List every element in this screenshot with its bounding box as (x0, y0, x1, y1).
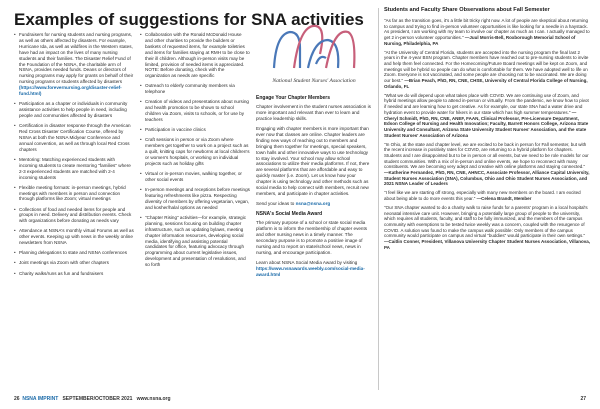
suggestion-text: Certification in disaster response through the American Red Cross Disaster Certification Course, offered by NSNA at both the NSNA Midyear Conference and annual convention, as well as through local Red Cross chapters (19, 123, 131, 152)
suggestions-column-1 (14, 32, 134, 281)
learn-more-line (256, 260, 372, 278)
suggestion-text: Participation as a chapter or individuals in community assistance activities to help people in need, including people and communities affected by disasters (19, 101, 128, 118)
quote-text: "As far as the transition goes, it's a little bit tricky right now. A lot of people are skeptical about returning to campus and trying to find in-person volunteer opportunities is like looking for a needle in a haystack. As president, I am working with my team to involve our chapter as much as I can. I actually managed to get 2 in-person volunteer opportunities." (384, 17, 590, 41)
send-ideas-email-link[interactable]: nsna@nsna.org (295, 201, 331, 207)
engage-paragraph: Engaging with chapter members is more important than ever now that classes are online. Chapter leaders are finding new ways of reaching out to members and bringing them together for meetings, special speakers, town halls and other innovative ways to use technology to stay involved. Your school may allow school associations to utilize their media platforms. If not, there are several platforms that are affordable and easy to quickly master (i.e. Zoom). Let us know how your chapter is using technology and other methods such as social media to help connect with members, recruit new members, and participate in chapter activities. (256, 126, 370, 196)
learn-more-prefix: Learn about NSNA Social Media Award by visiting (256, 259, 358, 265)
column-divider (378, 8, 379, 390)
suggestion-item (14, 271, 134, 277)
suggestion-item: • "Chapter Rising" activities—for example, strategic planning, sessions focusing on building chapter infrastructure, such as updating bylaws, meeting chapter information resources, developing social media, identifying and assisting potential candidates for office, featuring advocacy through programming about current legislative issues, development and presentation of resolutions, and so forth (140, 215, 250, 268)
suggestions-column-2 (140, 32, 250, 272)
suggestion-text: Collections of food and needed items for people and groups in need. Delivery and distribution events. Check with organizations before donating as needs vary (19, 206, 132, 224)
suggestion-item (14, 260, 134, 266)
quote-block (384, 190, 590, 201)
observations-heading: Students and Faculty Share Observations about Fall Semester (384, 7, 550, 13)
suggestion-text: Attendance at NSNA's monthly virtual Forums as well as other events. Keeping up with news in the weekly online newsletters from NSNA (19, 228, 134, 246)
quote-block (384, 18, 590, 47)
nsna-logo (256, 14, 372, 92)
quote-block (384, 142, 590, 188)
suggestion-text: Charity walks/runs as fun and fundraisers (19, 270, 104, 276)
quote-text: "Our SNA chapter wanted to do a charity walk to raise funds for a parents' program in a local hospital's neonatal intensive care unit. However, bringing a potentially large group of people to the university, which requires all students, faculty, and staff to be fully immunized, and the members of the campus community with exemptions to be tested twice weekly was a concern, coupled with the resurgence of COVID. A solution was found to make the campus walk possible: Only members of the campus community would participate on campus and virtual "buddies" would participate in their own settings." (384, 204, 588, 239)
suggestion-item (14, 32, 134, 97)
logo-org-name: National Student Nurses' Association (272, 78, 356, 84)
suggestion-item (14, 185, 134, 203)
quote-text: "What we do will depend upon what takes place with COVID. We are continuing use of Zoom, and hybrid meetings allow people to attend in-person or virtually. From the pandemic, we know how to pivot if needed and are learning how to get creative. As for example, our state SNA had a water drive and hydration event to provide water for hikers in our state which has high summer temperatures." (384, 92, 589, 115)
engage-column (256, 96, 372, 282)
quote-text: "In Ohio, at the state and chapter level, we are excited to be back in person for Fall semester, but with the recent increase in positivity rates for COVID, are returning to a hybrid platform for chapters. Students and I are disappointed but to be in person or all events, but we need to be role models for our student communities. With a mix of in-person and online events, we hope to reconnect with many constituents. We are becoming very adept and creative with online platforms and staying connected." (384, 141, 589, 170)
suggestion-item: • In-person meetings and receptions before meetings featuring refreshments like pizza. Respecting diversity of members by offering vegetarian, vegan, and kosher/halal options as needed (140, 187, 250, 211)
suggestion-item: • Creation of videos and presentations about nursing and health promotion to be shown to school children via Zoom, visits to schools, or for use by teachers (140, 99, 250, 123)
engage-heading: Engage Your Chapter Members (256, 95, 330, 101)
magazine-name: NSNA IMPRINT (22, 396, 59, 402)
quote-attribution: —Celena Brandt, Member (476, 196, 532, 202)
suggestion-item (14, 157, 134, 181)
send-ideas-line (256, 201, 372, 207)
suggestion-item: • Outreach to elderly community members via telephone (140, 83, 250, 95)
quote-attribution: —Katherine Fernandez, PhD, RN, CNE, AHNCC, Associate Professor, Alliance Capital University, Student Nurses Association (SNA), Columbus, Ohio and Ohio Student Nurses Association, and 2021 NSNA Leader of Leaders (384, 170, 590, 187)
footer-left (14, 396, 171, 402)
quote-text: "I feel like we are starting off strong, especially with many new members on the board. I am excited about being able to do more events this year." (384, 190, 581, 202)
suggestion-item (14, 228, 134, 246)
page-number-left: 26 (14, 396, 20, 402)
social-media-heading: NSNA's Social Media Award (256, 211, 323, 218)
social-media-paragraph: The primary purpose of a school or state social media platform is to inform the membership of chapter events and other nursing news in a timely manner. The secondary purpose is to promote a positive image of nursing and to report on state/school news, news in nursing, and encourage participation. (256, 220, 368, 255)
page-title: Examples of suggestions for SNA activities (14, 10, 364, 29)
page-number-right: 27 (580, 396, 586, 402)
quote-block (384, 205, 590, 251)
suggestion-item: • Participation in vaccine clinics (140, 127, 250, 133)
suggestion-item: • Craft sessions in person or via Zoom where members get together to work on a project such as a quilt, knitting caps for newborns at local children's or women's hospitals, or working on individual projects such as holiday gifts (140, 137, 250, 167)
quote-attribution: —Brian Peach, PhD, RN, CNE, CHSE, University of Central Florida College of Nursing, Orlando, FL (384, 78, 588, 89)
suggestion-text: Mentoring: Matching experienced students with incoming students to create mentoring "families" where 2-3 experienced students are matched with 2-4 incoming students (19, 156, 131, 180)
social-media-award-link[interactable]: https://www.nsnawards.weebly.com/social-media-award.html (256, 265, 365, 277)
quote-attribution: —Caitlin Conner, President, Villanova University Chapter Student Nurses Association, Villanova, PA (384, 239, 590, 250)
suggestion-item (14, 250, 134, 256)
suggestion-item (14, 123, 134, 153)
suggestion-text: Flexible meeting formats: in-person meetings, hybrid meetings with members in person and connection through platforms like Zoom; virtual meetings (19, 184, 126, 202)
quote-block (384, 93, 590, 139)
disaster-relief-link[interactable]: (https://www.forevernursing.org/disaster-relief-fund.html) (19, 85, 122, 97)
suggestion-text: Joint meetings via Zoom with other chapters (19, 260, 109, 266)
suggestion-text: Fundraisers for nursing students and nursing programs, as well as others affected by disasters. For example, Hurricane Ida, as well as wildfires in the Western states, have had an impact on the lives of many nursing students and their families. The Disaster Relief Fund of the Foundation of the NSNA, the charitable arm of NSNA, provides needed funds. Deans or directors of nursing programs may apply for grants on behalf of their nursing programs or students affected by disasters (19, 32, 134, 85)
nsna-logo-icon (256, 14, 372, 78)
suggestion-text: Planning delegations to state and NSNA conferences (19, 250, 128, 256)
website[interactable]: www.nsna.org (136, 396, 171, 402)
suggestion-item (14, 207, 134, 225)
quote-attribution: —Juul Morris-Bell, Roxborough Memorial School of Nursing, Philadelphia, PA (384, 35, 576, 46)
suggestion-item: • Virtual or in-person movies, walking together, or other social events (140, 171, 250, 183)
suggestion-item (14, 101, 134, 119)
quote-attribution: —Cheryl Schmidt, PhD, RN, CNE, ANEF, FAAN, Clinical Professor, Pre-Licensure Department, Edson College of Nursing and Health Innovation; Faculty, Barrett Honors College, Arizona State University and Consultant, Arizona State University Student Nurses' Association, and the state Student Nurses' Association of Arizona (384, 109, 589, 138)
engage-paragraph: Chapter involvement in the student nurses association is more important and relevant than ever to learn and practice leadership skills. (256, 103, 371, 121)
suggestion-item: • Collaboration with the Ronald McDonald House and other charities to provide the builders or baskets of requested items, for example toiletries and items for families staying at RMH to be close to their ill children. Although in-person visits may be limited, provision of needed items is appreciated. NOTE: Before donating, check with the organization as needs are specific (140, 32, 250, 79)
observations-column (384, 8, 590, 254)
quote-block (384, 50, 590, 90)
issue-date: SEPTEMBER/OCTOBER 2021 (62, 396, 133, 402)
quote-text: "At the University of Central Florida, students are accepted into the nursing program the final last 2 years in the 4-year BSN program. Chapter members have reached out to pre-nursing students to invite and help them feel connected. For the Homecoming/Future Board meetings will be kept on Zoom, and meetings will be hybrid so people can do what is comfortable for them. We have adopted well to life on Zoom. Everyone is not vaccinated, and some people are choosing not to be vaccinated. We are doing our best." (384, 49, 589, 84)
send-ideas-prefix: Send your ideas to (256, 201, 296, 207)
